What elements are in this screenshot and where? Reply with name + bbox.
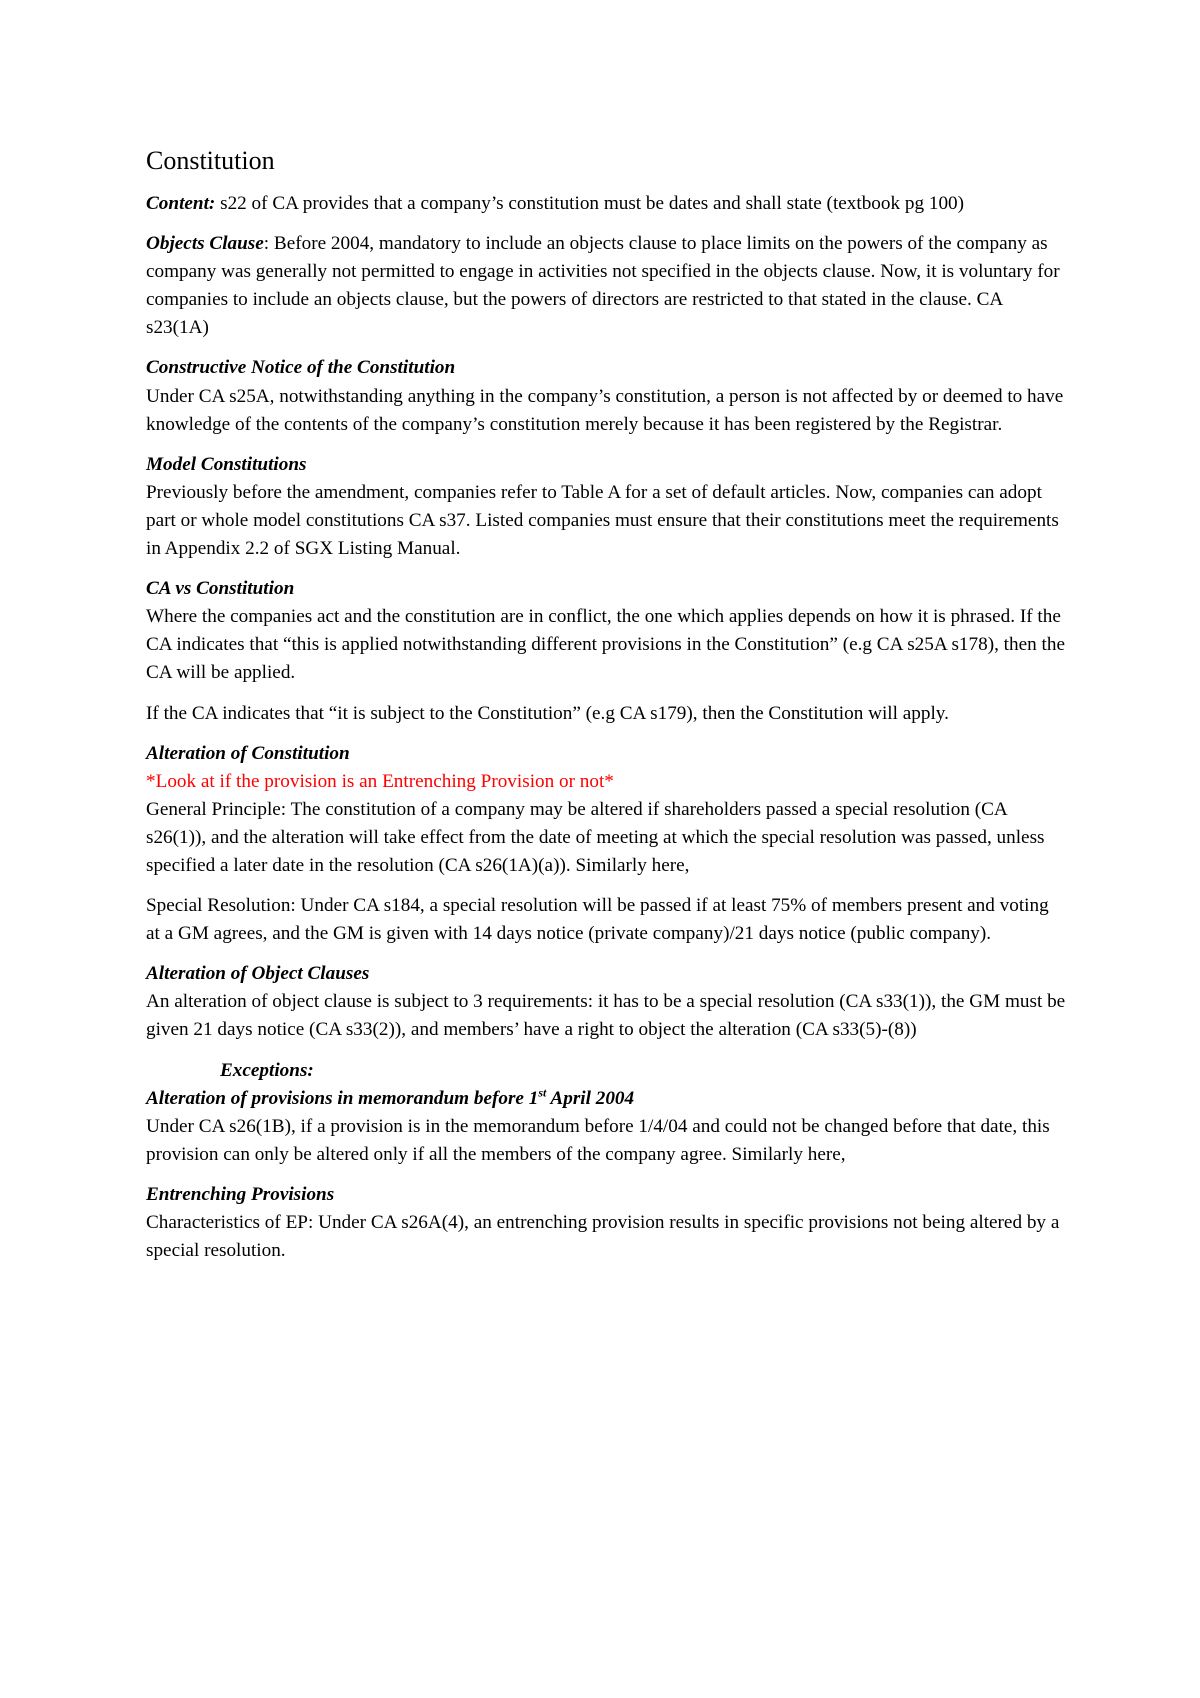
ca-vs-constitution-paragraph-2: If the CA indicates that “it is subject to the Constitution” (e.g CA s179), then the Constitution will apply. bbox=[146, 702, 949, 724]
memorandum-heading-part1: Alteration of provisions in memorandum before 1 bbox=[146, 1087, 539, 1109]
exceptions-heading: Exceptions: bbox=[220, 1059, 314, 1081]
entrenching-provision-note: *Look at if the provision is an Entrenching Provision or not* bbox=[146, 770, 614, 792]
entrenching-provisions-section bbox=[146, 1181, 1066, 1265]
special-resolution-paragraph: Special Resolution: Under CA s184, a special resolution will be passed if at least 75% of members present and voting at a GM agrees, and the GM is given with 14 days notice (private company)/21 days notice (public company). bbox=[146, 895, 1049, 945]
alteration-of-constitution-text: General Principle: The constitution of a company may be altered if shareholders passed a special resolution (CA s26(1)), and the alteration will take effect from the date of meeting at which the special resolution was passed, unless specified a later date in the resolution (CA s26(1A)(a)). Similarly here, bbox=[146, 798, 1045, 876]
constructive-notice-heading: Constructive Notice of the Constitution bbox=[146, 357, 456, 379]
constructive-notice-text: Under CA s25A, notwithstanding anything in the company’s constitution, a person is not affected by or deemed to have knowledge of the contents of the company’s constitution merely because it has been registered by the Registrar. bbox=[146, 385, 1064, 435]
entrenching-provisions-text: Characteristics of EP: Under CA s26A(4), an entrenching provision results in specific provisions not being altered by a special resolution. bbox=[146, 1212, 1060, 1262]
exceptions-text: Under CA s26(1B), if a provision is in the memorandum before 1/4/04 and could not be changed before that date, this provision can only be altered only if all the members of the company agree. Similarly here, bbox=[146, 1115, 1050, 1165]
model-constitutions-heading: Model Constitutions bbox=[146, 453, 307, 475]
objects-clause-text: : Before 2004, mandatory to include an objects clause to place limits on the powers of the company as company was generally not permitted to engage in activities not specified in the objects clause. Now, it is voluntary for companies to include an objects clause, but the powers of directors are restricted to that stated in the clause. CA s23(1A) bbox=[146, 233, 1060, 339]
document-body bbox=[146, 144, 1066, 1277]
alteration-of-constitution-section bbox=[146, 740, 1066, 880]
content-text: s22 of CA provides that a company’s constitution must be dates and shall state (textbook pg 100) bbox=[215, 193, 965, 214]
objects-clause-label: Objects Clause bbox=[146, 233, 264, 255]
alteration-of-object-clauses-section bbox=[146, 960, 1066, 1044]
alteration-of-object-clauses-heading: Alteration of Object Clauses bbox=[146, 963, 370, 985]
document-title: Constitution bbox=[146, 146, 275, 175]
entrenching-provisions-heading: Entrenching Provisions bbox=[146, 1183, 335, 1205]
exceptions-section bbox=[146, 1057, 1066, 1169]
objects-clause-paragraph bbox=[146, 230, 1066, 342]
ca-vs-constitution-section bbox=[146, 575, 1066, 687]
alteration-of-object-clauses-text: An alteration of object clause is subject to 3 requirements: it has to be a special resolution (CA s33(1)), the GM must be given 21 days notice (CA s33(2)), and members’ have a right to object the alteration (CA s33(5)-(8)) bbox=[146, 991, 1066, 1041]
model-constitutions-section bbox=[146, 451, 1066, 563]
memorandum-heading-ordinal: st bbox=[538, 1085, 547, 1100]
ca-vs-constitution-text: Where the companies act and the constitution are in conflict, the one which applies depends on how it is phrased. If the CA indicates that “this is applied notwithstanding different provisions in the Constitution” (e.g CA s25A s178), then the CA will be applied. bbox=[146, 606, 1065, 684]
content-paragraph bbox=[146, 190, 1066, 218]
model-constitutions-text: Previously before the amendment, companies refer to Table A for a set of default articles. Now, companies can adopt part or whole model constitutions CA s37. Listed companies must ensure that their constitutions meet the requirements in Appendix 2.2 of SGX Listing Manual. bbox=[146, 481, 1059, 560]
alteration-of-constitution-heading: Alteration of Constitution bbox=[146, 742, 350, 764]
memorandum-heading-part2: April 2004 bbox=[546, 1087, 635, 1109]
constructive-notice-section bbox=[146, 354, 1066, 438]
ca-vs-constitution-heading: CA vs Constitution bbox=[146, 578, 295, 600]
memorandum-provisions-heading bbox=[146, 1085, 1066, 1113]
content-label: Content: bbox=[146, 193, 216, 214]
